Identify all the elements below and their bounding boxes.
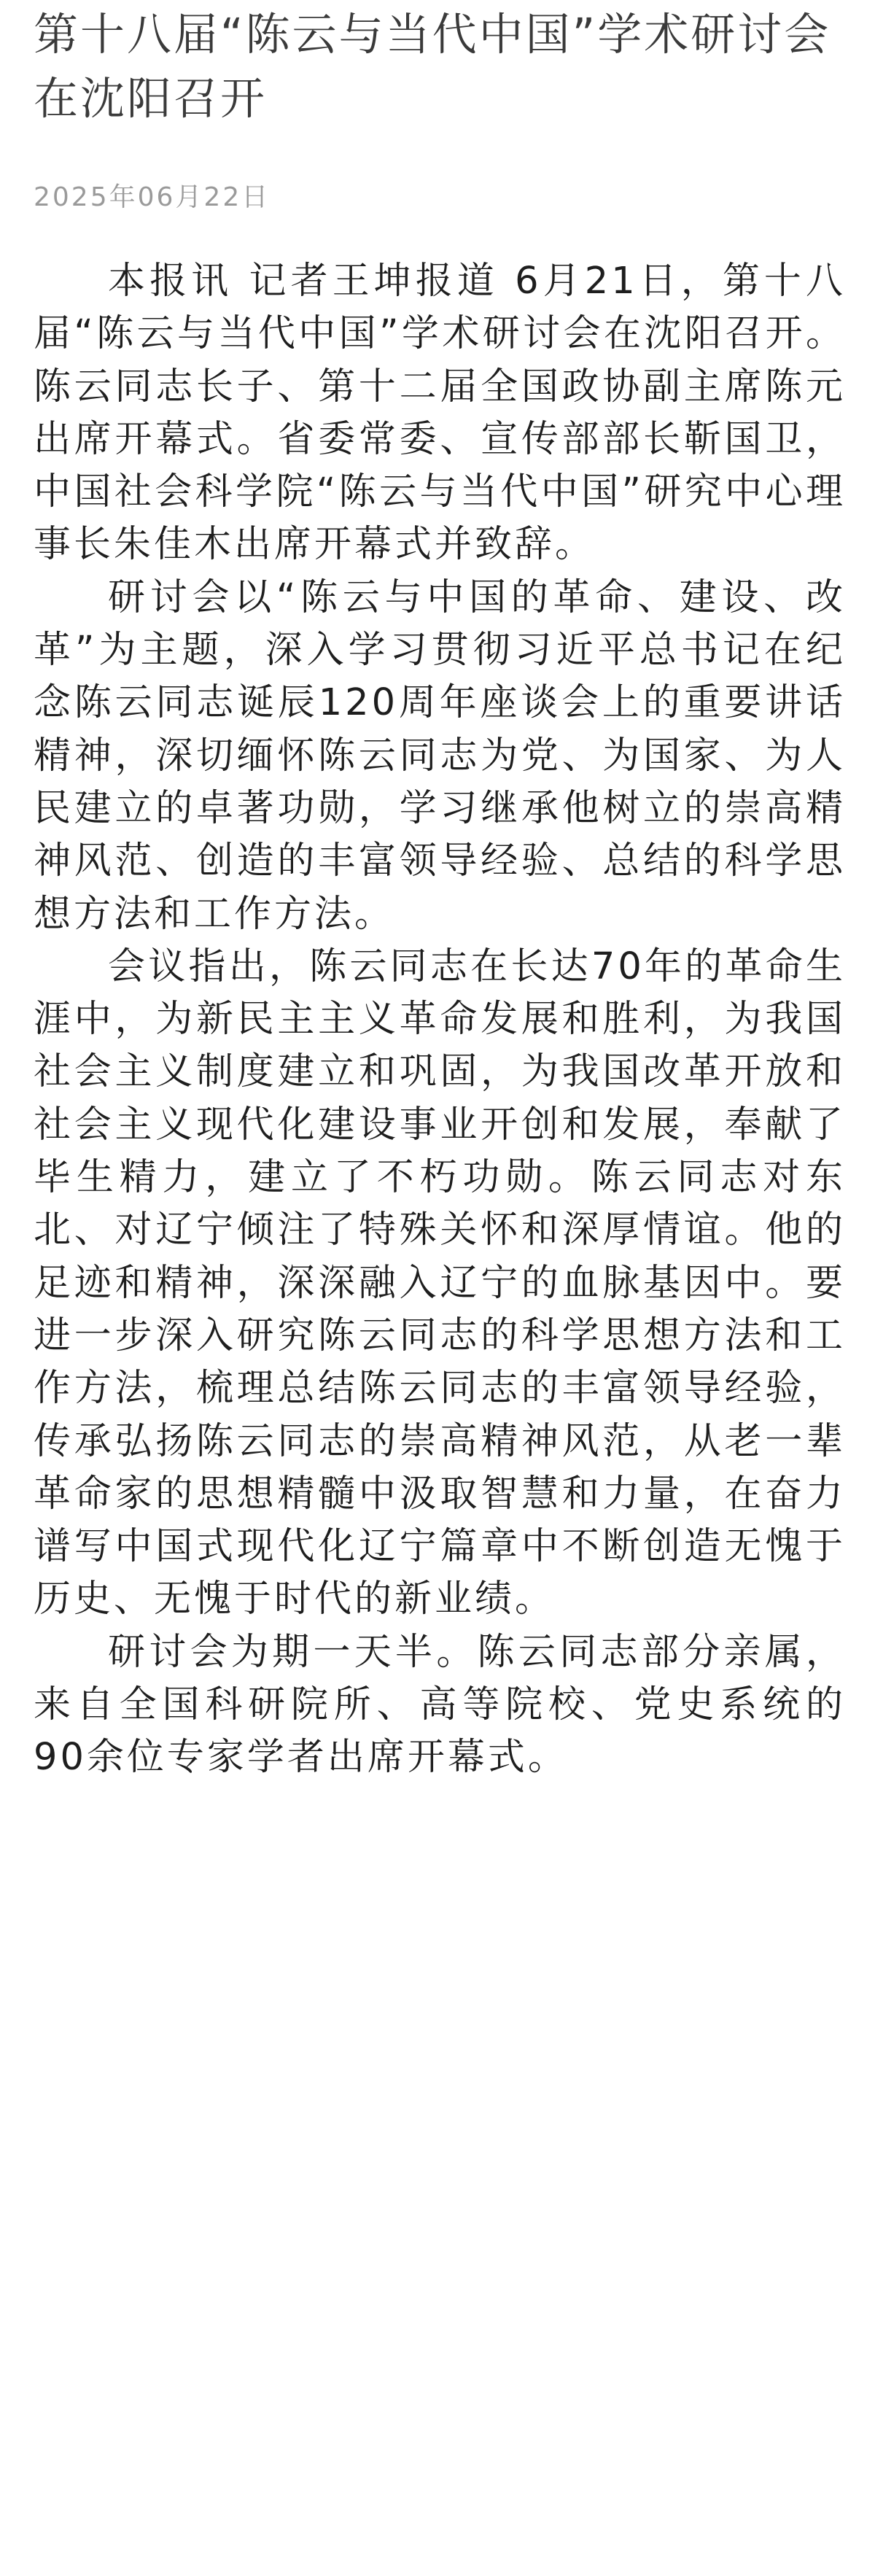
article-paragraph: 研讨会以“陈云与中国的革命、建设、改革”为主题，深入学习贯彻习近平总书记在纪念陈云同志诞辰120周年座谈会上的重要讲话精神，深切缅怀陈云同志为党、为国家、为人民建立的卓著功勋，学习继承他树立的崇高精神风范、创造的丰富领导经验、总结的科学思想方法和工作方法。 [34,575,846,936]
article-paragraph: 会议指出，陈云同志在长达70年的革命生涯中，为新民主主义革命发展和胜利，为我国社会主义制度建立和巩固，为我国改革开放和社会主义现代化建设事业开创和发展，奉献了毕生精力，建立了不朽功勋。陈云同志对东北、对辽宁倾注了特殊关怀和深厚情谊。他的足迹和精神，深深融入辽宁的血脉基因中。要进一步深入研究陈云同志的科学思想方法和工作方法，梳理总结陈云同志的丰富领导经验，传承弘扬陈云同志的崇高精神风范，从老一辈革命家的思想精髓中汲取智慧和力量，在奋力谱写中国式现代化辽宁篇章中不断创造无愧于历史、无愧于时代的新业绩。 [34,944,846,1621]
article-body [34,216,846,1785]
publish-date: 2025年06月22日 [34,182,271,212]
article-title: 第十八届“陈云与当代中国”学术研讨会在沈阳召开 [34,9,831,125]
article-paragraph: 研讨会为期一天半。陈云同志部分亲属，来自全国科研院所、高等院校、党史系统的90余位专家学者出席开幕式。 [34,1630,846,1780]
article-paragraph: 本报讯 记者王坤报道 6月21日，第十八届“陈云与当代中国”学术研讨会在沈阳召开。陈云同志长子、第十二届全国政协副主席陈元出席开幕式。省委常委、宣传部部长靳国卫，中国社会科学院“陈云与当代中国”研究中心理事长朱佳木出席开幕式并致辞。 [34,260,846,567]
